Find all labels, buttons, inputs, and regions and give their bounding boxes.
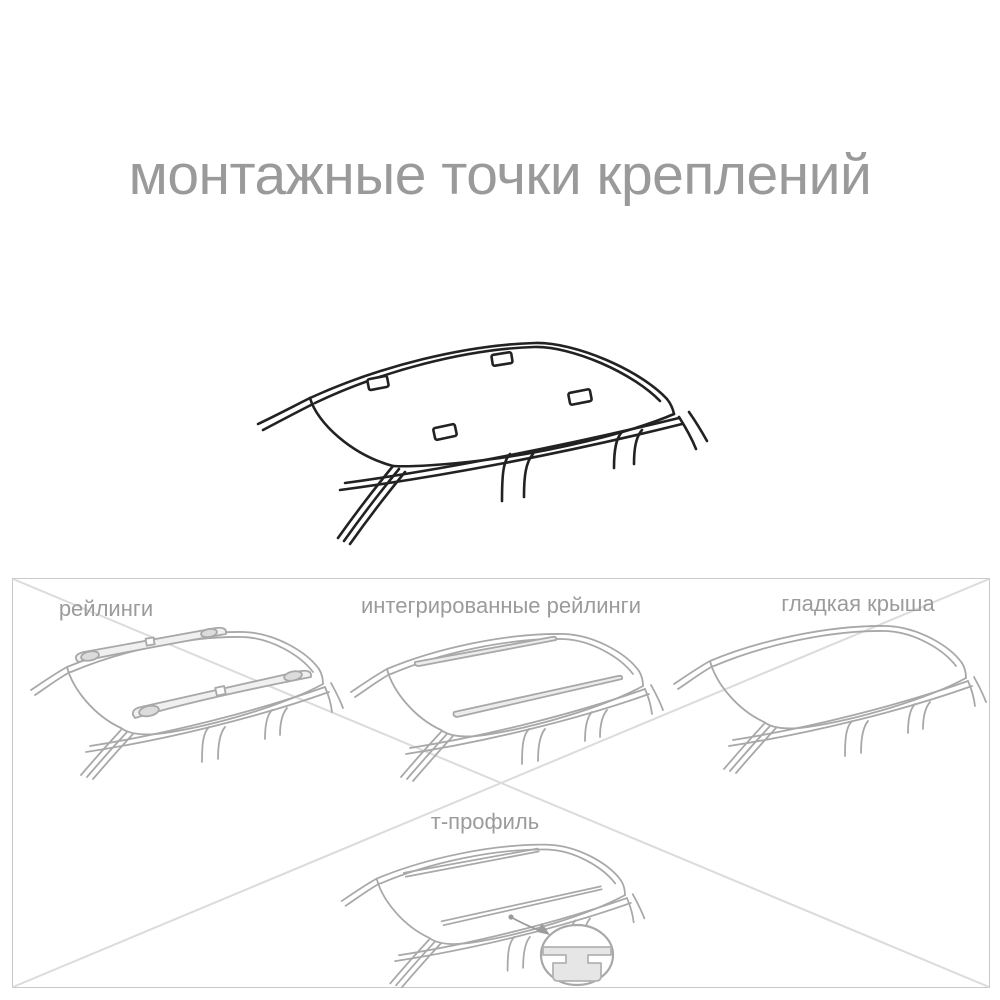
diagram-raised-rails xyxy=(14,618,349,818)
label-smooth-roof: гладкая крыша xyxy=(781,591,935,616)
diagram-integrated-rails xyxy=(332,616,672,816)
t-profile-cross-section-icon xyxy=(543,947,611,981)
diagram-smooth-roof xyxy=(655,610,995,810)
main-roof-mounting-points-illustration xyxy=(230,320,710,560)
mount-point-marker xyxy=(491,352,512,366)
label-t-profile: т-профиль xyxy=(430,809,540,834)
mount-point-marker xyxy=(433,424,457,440)
mount-point-marker xyxy=(568,389,592,405)
mount-point-marker xyxy=(367,376,389,391)
diagram-t-profile xyxy=(285,825,725,998)
page-title: монтажные точки креплений xyxy=(128,143,872,207)
label-integrated-rails: интегрированные рейлинги xyxy=(360,593,642,618)
label-raised-rails: рейлинги xyxy=(58,596,154,621)
